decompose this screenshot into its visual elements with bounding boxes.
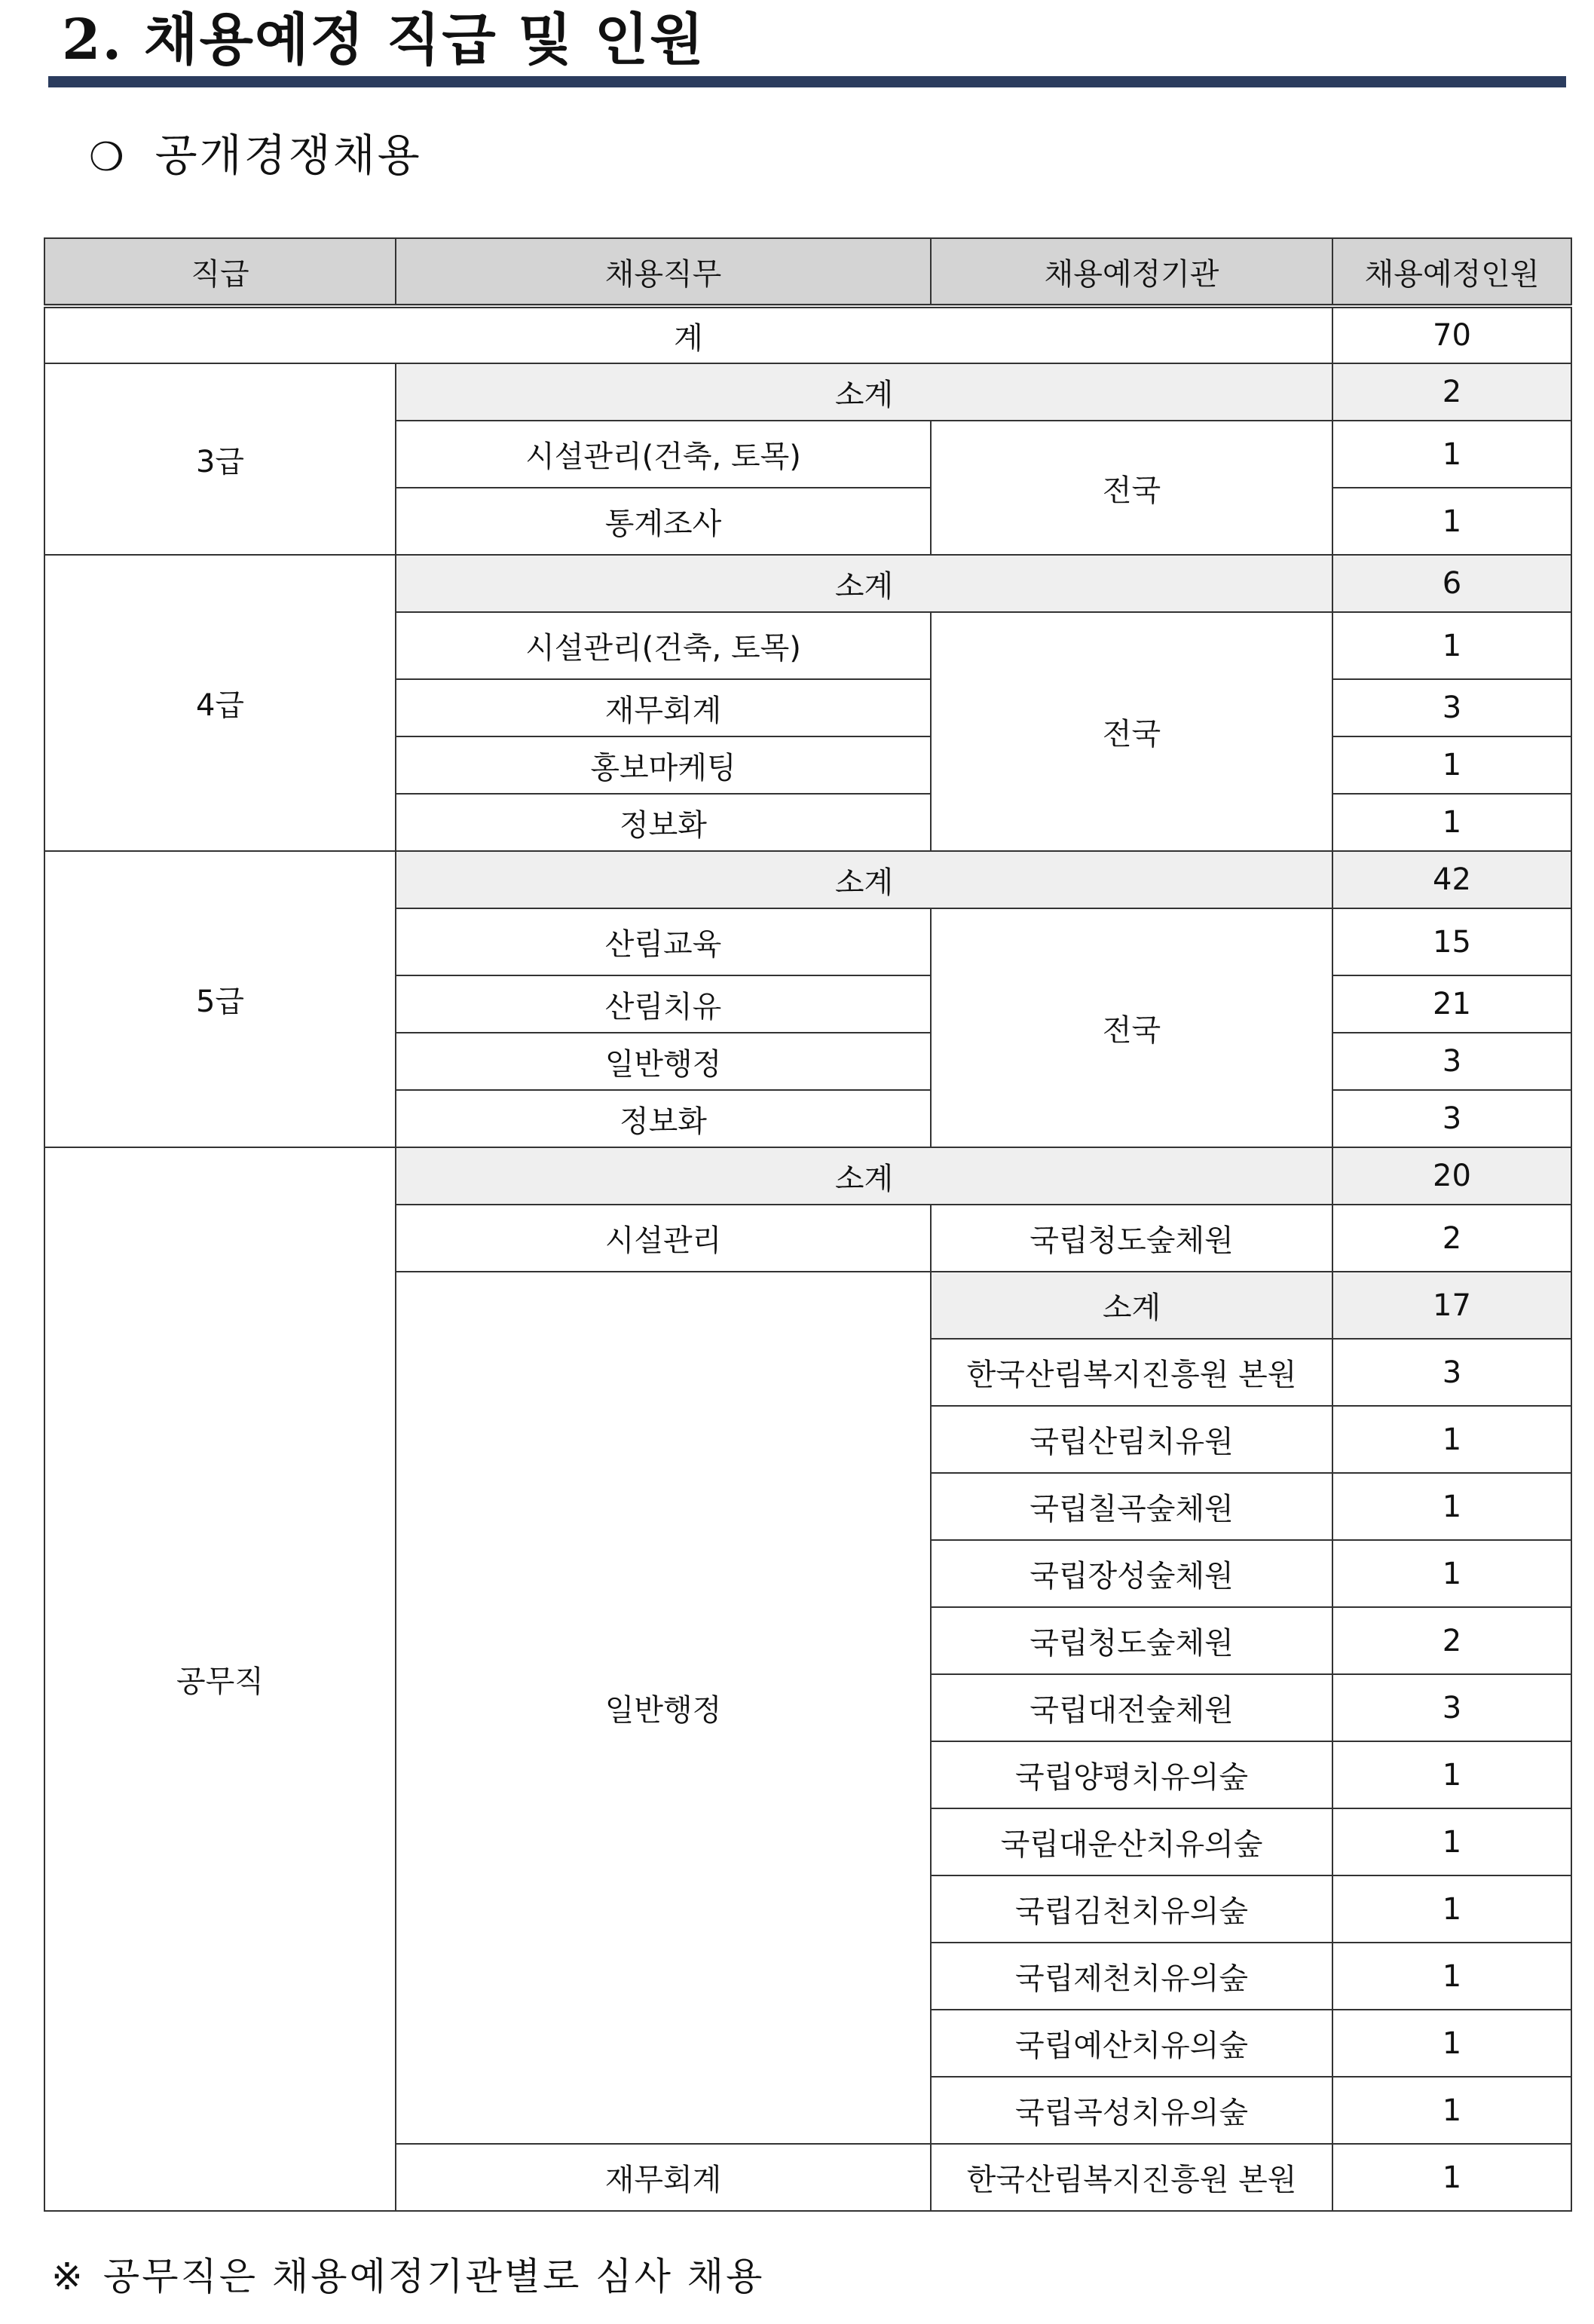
job-cell: 시설관리: [396, 1205, 931, 1272]
agency-cell: 국립대운산치유의숲: [931, 1808, 1332, 1875]
count-cell: 1: [1332, 2077, 1571, 2144]
total-label: 계: [44, 306, 1332, 363]
agency-cell: 국립청도숲체원: [931, 1607, 1332, 1674]
job-cell: 일반행정: [396, 1033, 931, 1090]
subtotal-label: 소계: [396, 851, 1332, 908]
header-grade: 직급: [44, 238, 396, 306]
job-cell: 정보화: [396, 794, 931, 851]
count-cell: 1: [1332, 2010, 1571, 2077]
job-cell: 통계조사: [396, 488, 931, 555]
agency-cell: 한국산림복지진흥원 본원: [931, 1339, 1332, 1406]
count-cell: 1: [1332, 1741, 1571, 1808]
agency-cell: 국립청도숲체원: [931, 1205, 1332, 1272]
table-row: [44, 1147, 1571, 1205]
total-row: [44, 306, 1571, 363]
table-row: [44, 851, 1571, 908]
count-cell: 1: [1332, 736, 1571, 794]
count-cell: 1: [1332, 421, 1571, 488]
count-cell: 15: [1332, 908, 1571, 975]
circle-bullet-icon: ❍: [89, 135, 127, 180]
agency-cell: 국립양평치유의숲: [931, 1741, 1332, 1808]
subtotal-label: 소계: [396, 555, 1332, 612]
subtotal-label: 소계: [931, 1272, 1332, 1339]
footnote: [51, 2250, 764, 2303]
agency-cell: 국립김천치유의숲: [931, 1875, 1332, 1943]
header-agency: 채용예정기관: [931, 238, 1332, 306]
grade-cell: 3급: [44, 363, 396, 555]
footnote-text: 공무직은 채용예정기관별로 심사 채용: [102, 2255, 765, 2298]
job-cell: 재무회계: [396, 679, 931, 736]
header-count: 채용예정인원: [1332, 238, 1571, 306]
count-cell: 1: [1332, 1540, 1571, 1607]
table-header-row: [44, 238, 1571, 306]
recruitment-table: [44, 237, 1572, 2212]
agency-cell: 국립곡성치유의숲: [931, 2077, 1332, 2144]
job-cell: 산림교육: [396, 908, 931, 975]
agency-cell: 전국: [931, 908, 1332, 1147]
reference-mark-icon: ※: [51, 2255, 85, 2298]
count-cell: 3: [1332, 1339, 1571, 1406]
count-cell: 21: [1332, 975, 1571, 1033]
page-title: 2. 채용예정 직급 및 인원: [62, 8, 705, 72]
agency-cell: 국립대전숲체원: [931, 1674, 1332, 1741]
table-row: [44, 555, 1571, 612]
subtotal-value: 20: [1332, 1147, 1571, 1205]
count-cell: 2: [1332, 1205, 1571, 1272]
count-cell: 1: [1332, 794, 1571, 851]
subtotal-value: 42: [1332, 851, 1571, 908]
agency-cell: 전국: [931, 421, 1332, 555]
grade-cell: 5급: [44, 851, 396, 1147]
count-cell: 2: [1332, 1607, 1571, 1674]
section-heading: [89, 127, 422, 186]
job-cell: 시설관리(건축, 토목): [396, 612, 931, 679]
table-row: [44, 363, 1571, 421]
agency-cell: 국립제천치유의숲: [931, 1943, 1332, 2010]
count-cell: 1: [1332, 2144, 1571, 2211]
job-cell: 홍보마케팅: [396, 736, 931, 794]
count-cell: 3: [1332, 679, 1571, 736]
count-cell: 1: [1332, 1875, 1571, 1943]
grade-cell: 4급: [44, 555, 396, 851]
count-cell: 3: [1332, 1033, 1571, 1090]
count-cell: 1: [1332, 1943, 1571, 2010]
job-cell: 시설관리(건축, 토목): [396, 421, 931, 488]
subtotal-value: 6: [1332, 555, 1571, 612]
agency-cell: 국립예산치유의숲: [931, 2010, 1332, 2077]
count-cell: 1: [1332, 1473, 1571, 1540]
job-cell: 일반행정: [396, 1272, 931, 2144]
count-cell: 1: [1332, 1808, 1571, 1875]
total-value: 70: [1332, 306, 1571, 363]
subtotal-label: 소계: [396, 1147, 1332, 1205]
subtotal-value: 17: [1332, 1272, 1571, 1339]
job-cell: 정보화: [396, 1090, 931, 1147]
title-underline: [48, 76, 1566, 87]
count-cell: 3: [1332, 1090, 1571, 1147]
count-cell: 1: [1332, 612, 1571, 679]
agency-cell: 국립산림치유원: [931, 1406, 1332, 1473]
job-cell: 재무회계: [396, 2144, 931, 2211]
agency-cell: 국립장성숲체원: [931, 1540, 1332, 1607]
agency-cell: 한국산림복지진흥원 본원: [931, 2144, 1332, 2211]
count-cell: 1: [1332, 1406, 1571, 1473]
job-cell: 산림치유: [396, 975, 931, 1033]
count-cell: 1: [1332, 488, 1571, 555]
section-heading-text: 공개경쟁채용: [155, 130, 422, 181]
count-cell: 3: [1332, 1674, 1571, 1741]
header-job: 채용직무: [396, 238, 931, 306]
subtotal-label: 소계: [396, 363, 1332, 421]
agency-cell: 국립칠곡숲체원: [931, 1473, 1332, 1540]
subtotal-value: 2: [1332, 363, 1571, 421]
agency-cell: 전국: [931, 612, 1332, 851]
grade-cell: 공무직: [44, 1147, 396, 2211]
